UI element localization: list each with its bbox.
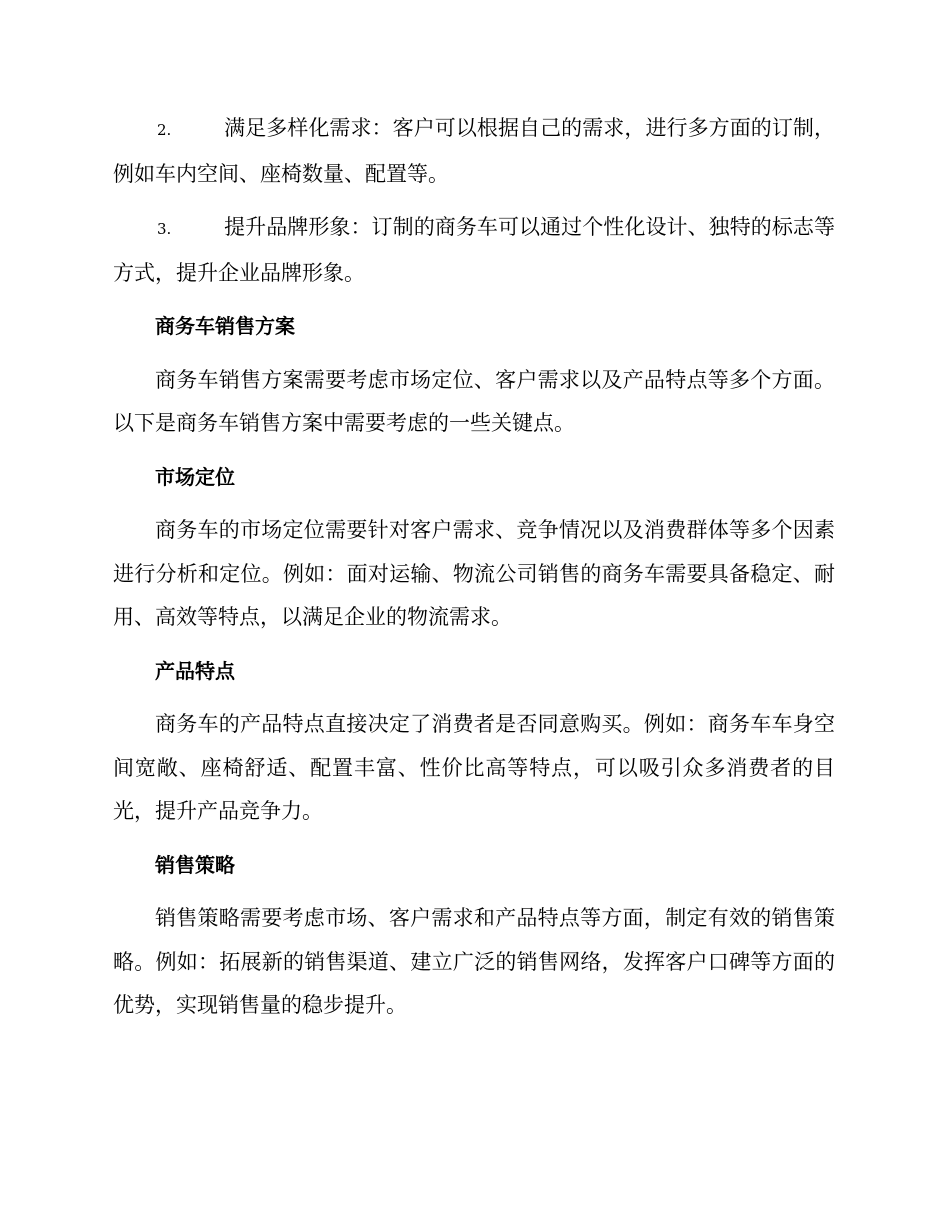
section-body-product-features: 商务车的产品特点直接决定了消费者是否同意购买。例如：商务车车身空间宽敞、座椅舒适、配置丰富、性价比高等特点，可以吸引众多消费者的目光，提升产品竞争力。 (113, 712, 835, 823)
document-page (113, 107, 835, 1038)
section-heading-sales-plan: 商务车销售方案 (155, 314, 295, 338)
section-heading-sales-strategy: 销售策略 (155, 852, 235, 877)
section-heading-market-positioning: 市场定位 (155, 464, 235, 489)
list-item (113, 206, 835, 295)
list-number: 2. (157, 121, 172, 139)
section-heading-product-features: 产品特点 (155, 658, 235, 683)
section-body-market-positioning: 商务车的市场定位需要针对客户需求、竞争情况以及消费群体等多个因素进行分析和定位。例如：面对运输、物流公司销售的商务车需要具备稳定、耐用、高效等特点，以满足企业的物流需求。 (113, 518, 835, 629)
section-body-sales-plan: 商务车销售方案需要考虑市场定位、客户需求以及产品特点等多个方面。以下是商务车销售方案中需要考虑的一些关键点。 (113, 367, 835, 435)
list-item-text: 满足多样化需求：客户可以根据自己的需求，进行多方面的订制，例如车内空间、座椅数量、配置等。 (113, 116, 835, 186)
list-item-text: 提升品牌形象：订制的商务车可以通过个性化设计、独特的标志等方式，提升企业品牌形象。 (113, 215, 835, 285)
list-item (113, 107, 835, 196)
section-body-sales-strategy: 销售策略需要考虑市场、客户需求和产品特点等方面，制定有效的销售策略。例如：拓展新的销售渠道、建立广泛的销售网络，发挥客户口碑等方面的优势，实现销售量的稳步提升。 (113, 906, 835, 1017)
list-number: 3. (157, 220, 172, 238)
